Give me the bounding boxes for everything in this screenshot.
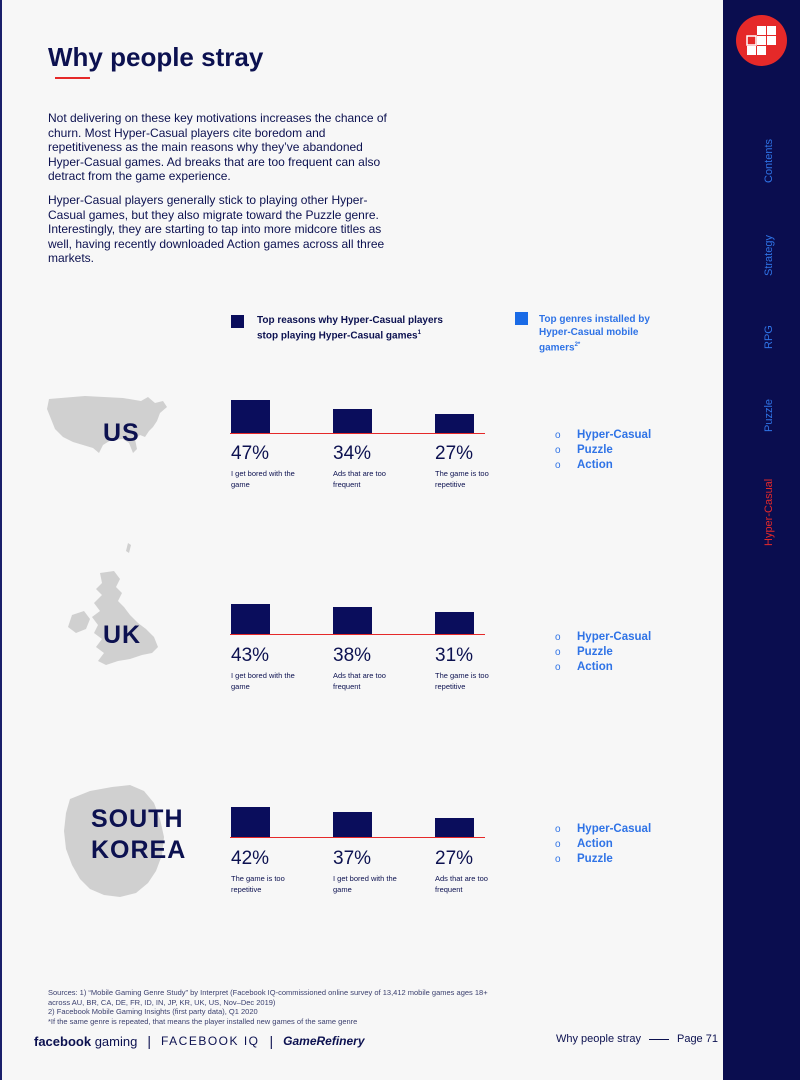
- uk-pct-1: 43%: [231, 645, 270, 666]
- nav-item-contents[interactable]: Contents: [763, 138, 775, 183]
- list-item: o Hyper-Casual: [555, 823, 652, 835]
- uk-bar-3: [435, 612, 474, 634]
- circle-bullet-icon: o: [555, 824, 561, 835]
- list-item: o Action: [555, 459, 613, 471]
- list-item: o Action: [555, 838, 613, 850]
- brand-divider: |: [269, 1033, 274, 1049]
- genres-legend-swatch: [515, 312, 528, 325]
- kr-reason-2: I get bored with the game: [333, 874, 397, 894]
- page-title: Why people stray: [48, 42, 264, 72]
- source-line-1: Sources: 1) “Mobile Gaming Genre Study” by Interpret (Facebook IQ-commissioned online survey of 13,412 mobile games ages 18+ across AU, BR, CA, DE, FR, ID, IN, JP, KR, UK, US, Nov–Dec 2019): [48, 988, 488, 1007]
- list-item: o Puzzle: [555, 444, 613, 456]
- reasons-legend-label: Top reasons why Hyper-Casual players stop playing Hyper-Casual games$^1$: [257, 315, 443, 342]
- country-label-us: US: [103, 419, 140, 447]
- circle-bullet-icon: o: [555, 662, 561, 673]
- source-line-3: *If the same genre is repeated, that means the player installed new games of the same genre: [48, 1016, 358, 1026]
- circle-bullet-icon: o: [555, 445, 561, 456]
- title-underline: [55, 77, 90, 79]
- list-item: o Action: [555, 661, 613, 673]
- kr-bar-1: [231, 807, 270, 837]
- list-item: o Hyper-Casual: [555, 429, 652, 441]
- uk-bar-1: [231, 604, 270, 634]
- uk-reason-2: Ads that are too frequent: [333, 671, 386, 691]
- us-pct-1: 47%: [231, 443, 270, 464]
- kr-pct-3: 27%: [435, 848, 474, 869]
- country-label-south-korea: SOUTH KOREA: [91, 805, 187, 864]
- sources-note: [48, 988, 498, 1026]
- list-item: o Puzzle: [555, 853, 613, 865]
- uk-bar-2: [333, 607, 372, 634]
- uk-map-icon: [58, 543, 168, 673]
- nav-item-hyper-casual[interactable]: Hyper-Casual: [763, 478, 775, 546]
- facebook-gaming-logo: facebook gaming: [34, 1033, 138, 1049]
- uk-reason-3: The game is too repetitive: [435, 671, 489, 691]
- list-item: o Puzzle: [555, 646, 613, 658]
- nav-item-puzzle[interactable]: Puzzle: [763, 398, 775, 432]
- kr-genre-list: [555, 822, 651, 867]
- us-bar-1: [231, 400, 270, 433]
- us-reason-3: The game is too repetitive: [435, 469, 489, 489]
- footer-separator-line: [649, 1039, 669, 1040]
- circle-bullet-icon: o: [555, 460, 561, 471]
- country-label-uk: UK: [103, 621, 142, 649]
- circle-bullet-icon: o: [555, 632, 561, 643]
- us-pct-2: 34%: [333, 443, 372, 464]
- source-line-2: 2) Facebook Mobile Gaming Insights (first party data), Q1 2020: [48, 1007, 258, 1016]
- us-reason-2: Ads that are too frequent: [333, 469, 386, 489]
- section-sidebar: [723, 0, 800, 1080]
- footer-page-info: [556, 1033, 718, 1045]
- kr-reason-3: Ads that are too frequent: [435, 874, 488, 894]
- nav-item-rpg[interactable]: RPG: [763, 325, 775, 349]
- list-item: o Hyper-Casual: [555, 631, 652, 643]
- kr-bar-3: [435, 818, 474, 837]
- us-bar-3: [435, 414, 474, 433]
- kr-pct-1: 42%: [231, 848, 270, 869]
- circle-bullet-icon: o: [555, 839, 561, 850]
- nav-item-strategy[interactable]: Strategy: [763, 235, 775, 276]
- us-bar-2: [333, 409, 372, 433]
- uk-pct-2: 38%: [333, 645, 372, 666]
- us-reason-1: I get bored with the game: [231, 469, 295, 489]
- uk-genre-list: [555, 630, 651, 675]
- gamerefinery-logo: GameRefinery: [283, 1034, 365, 1048]
- gamerefinery-logo-icon: [736, 15, 787, 66]
- page-number: Page 71: [676, 1033, 718, 1045]
- facebook-iq-logo: FACEBOOK IQ: [160, 1034, 260, 1048]
- intro-paragraph-1: Not delivering on these key motivations increases the chance of churn. Most Hyper-Casual players cite boredom and repetitiveness as the main reasons why they’ve abandoned Hyper-Casual games. Ad breaks that are too frequent can also detract from the game experience.: [48, 111, 387, 183]
- us-baseline: [230, 433, 485, 434]
- footer-section-name: Why people stray: [556, 1033, 641, 1045]
- intro-paragraph-2: Hyper-Casual players generally stick to playing other Hyper-Casual games, but they also migrate toward the Puzzle genre. Interestingly, they are starting to tap into more midcore titles as well, having recently downloaded Action games across all three markets.: [48, 193, 385, 265]
- uk-baseline: [230, 634, 485, 635]
- page-edge-rule: [0, 0, 2, 1080]
- circle-bullet-icon: o: [555, 854, 561, 865]
- circle-bullet-icon: o: [555, 647, 561, 658]
- reasons-legend-swatch: [231, 315, 244, 328]
- uk-pct-3: 31%: [435, 645, 474, 666]
- circle-bullet-icon: o: [555, 430, 561, 441]
- kr-bar-2: [333, 812, 372, 837]
- us-genre-list: [555, 428, 651, 473]
- footer-brands: [34, 1033, 365, 1049]
- uk-reason-1: I get bored with the game: [231, 671, 295, 691]
- kr-baseline: [230, 837, 485, 838]
- kr-pct-2: 37%: [333, 848, 372, 869]
- us-pct-3: 27%: [435, 443, 474, 464]
- genres-legend-label: Top genres installed by Hyper-Casual mobile gamers$^{2*}$: [539, 314, 650, 354]
- brand-divider: |: [147, 1033, 151, 1049]
- kr-reason-1: The game is too repetitive: [231, 874, 285, 894]
